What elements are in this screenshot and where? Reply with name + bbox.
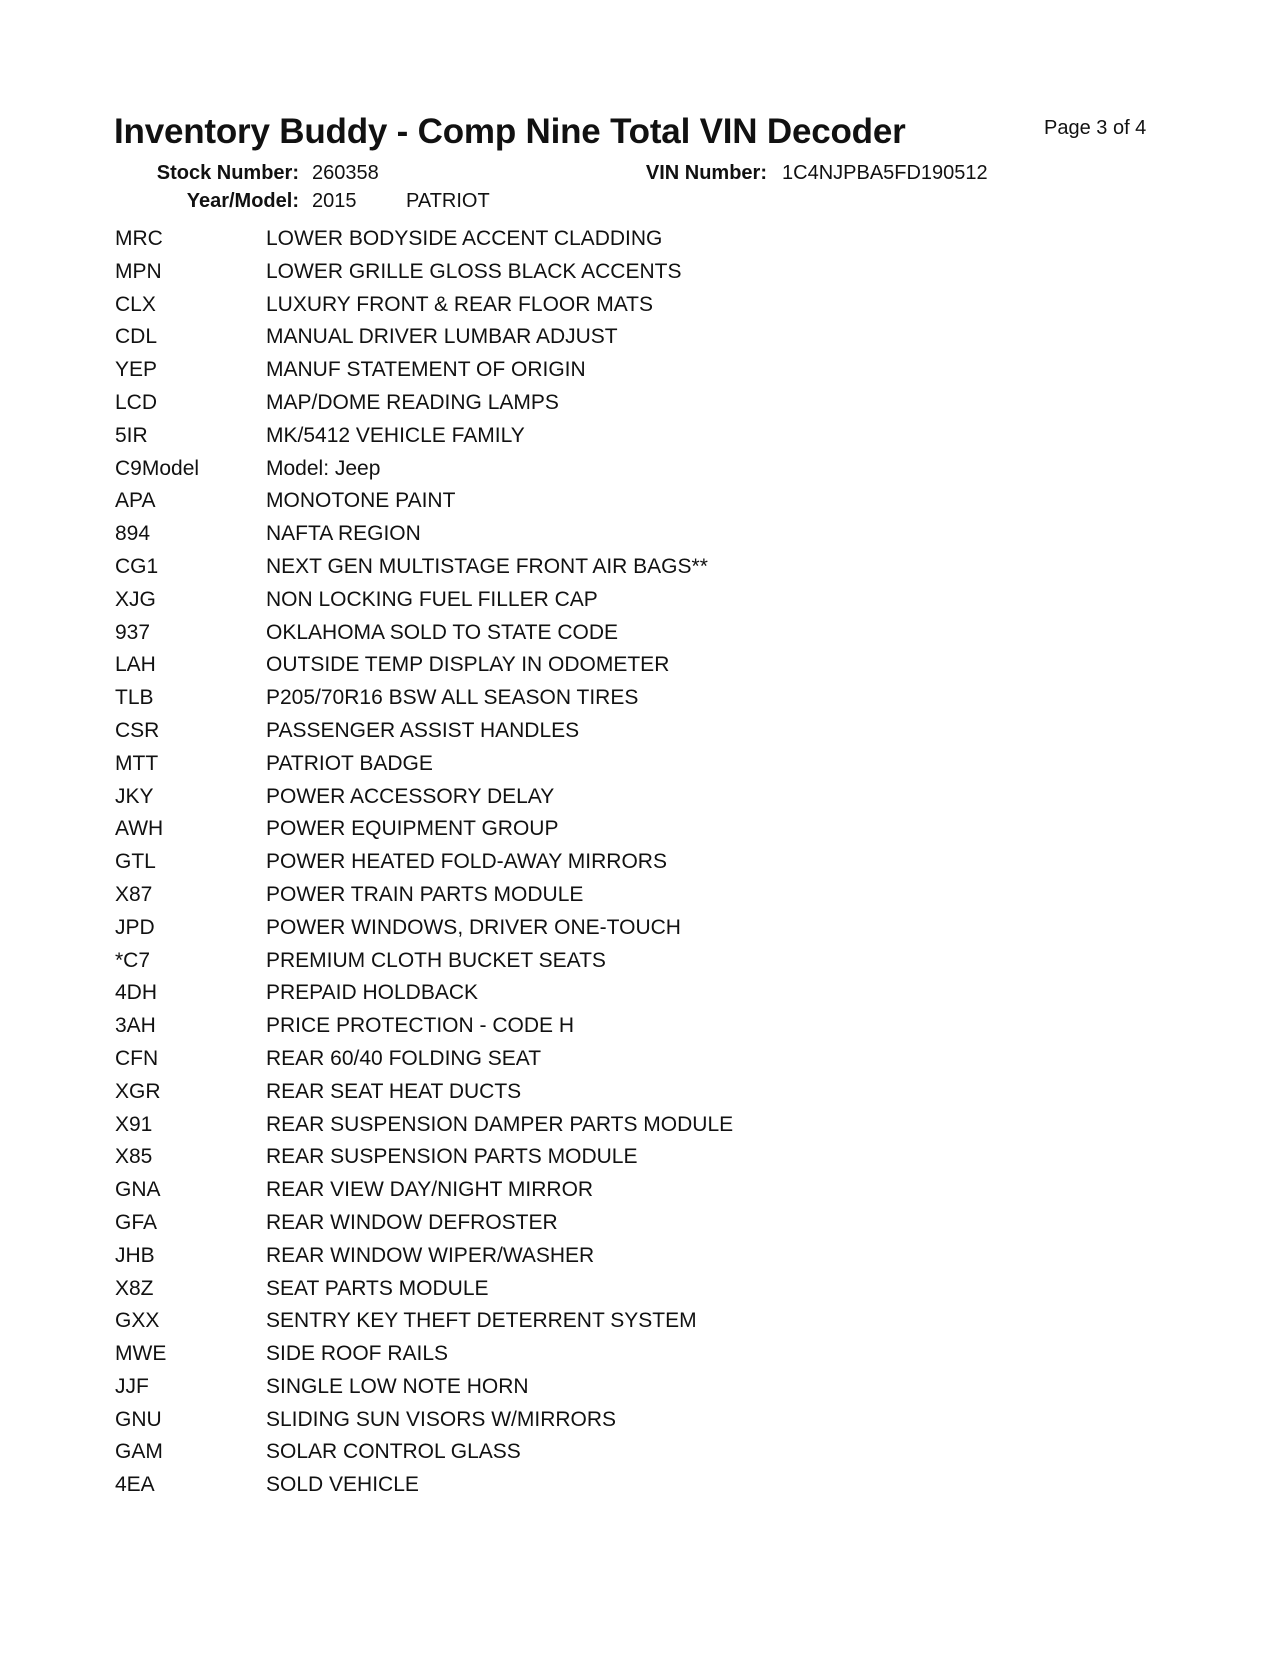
option-code: MPN	[115, 259, 162, 283]
vin-number-label: VIN Number:	[645, 162, 767, 184]
option-row	[115, 653, 733, 686]
option-row	[115, 850, 733, 883]
option-code: CFN	[115, 1046, 159, 1070]
option-description: SIDE ROOF RAILS	[266, 1342, 449, 1366]
option-code: AWH	[115, 817, 164, 841]
option-code: GFA	[115, 1210, 158, 1234]
option-code: 5IR	[115, 423, 148, 447]
option-row	[115, 1014, 733, 1047]
option-code: YEP	[115, 358, 158, 382]
option-description: P205/70R16 BSW ALL SEASON TIRES	[266, 686, 639, 710]
option-row	[115, 817, 733, 850]
option-code: X85	[115, 1145, 153, 1169]
option-code: GAM	[115, 1440, 163, 1464]
option-description: POWER WINDOWS, DRIVER ONE-TOUCH	[266, 915, 681, 939]
option-code: CLX	[115, 292, 156, 316]
option-code: JKY	[115, 784, 154, 808]
option-row	[115, 391, 733, 424]
option-description: NON LOCKING FUEL FILLER CAP	[266, 587, 598, 611]
option-row	[115, 588, 733, 621]
option-description: PRICE PROTECTION - CODE H	[266, 1014, 575, 1038]
option-row	[115, 1178, 733, 1211]
option-code: JJF	[115, 1374, 149, 1398]
option-row	[115, 1342, 733, 1375]
option-code-list	[115, 227, 733, 1506]
year-model-label: Year/Model:	[186, 190, 299, 212]
option-row	[115, 522, 733, 555]
option-description: POWER TRAIN PARTS MODULE	[266, 882, 584, 906]
option-code: X91	[115, 1112, 153, 1136]
option-code: CDL	[115, 325, 158, 349]
stock-number-value: 260358	[312, 162, 379, 184]
option-description: SOLD VEHICLE	[266, 1473, 419, 1497]
option-row	[115, 621, 733, 654]
option-description: LOWER GRILLE GLOSS BLACK ACCENTS	[266, 259, 682, 283]
option-description: POWER HEATED FOLD-AWAY MIRRORS	[266, 850, 667, 874]
option-row	[115, 785, 733, 818]
option-code: X8Z	[115, 1276, 154, 1300]
option-row	[115, 752, 733, 785]
option-row	[115, 358, 733, 391]
option-code: 937	[115, 620, 151, 644]
option-description: SOLAR CONTROL GLASS	[266, 1440, 521, 1464]
option-code: MTT	[115, 751, 159, 775]
option-description: POWER EQUIPMENT GROUP	[266, 817, 559, 841]
option-code: MWE	[115, 1342, 167, 1366]
option-code: X87	[115, 882, 153, 906]
option-description: MONOTONE PAINT	[266, 489, 456, 513]
option-row	[115, 1211, 733, 1244]
option-row	[115, 1113, 733, 1146]
option-row	[115, 1309, 733, 1342]
option-row	[115, 325, 733, 358]
stock-number-label: Stock Number:	[156, 162, 299, 184]
option-description: MK/5412 VEHICLE FAMILY	[266, 423, 525, 447]
option-row	[115, 1047, 733, 1080]
option-code: 894	[115, 522, 151, 546]
option-description: PREPAID HOLDBACK	[266, 981, 478, 1005]
option-row	[115, 457, 733, 490]
document-title: Inventory Buddy - Comp Nine Total VIN Decoder	[114, 112, 906, 151]
option-row	[115, 981, 733, 1014]
option-row	[115, 227, 733, 260]
option-description: NEXT GEN MULTISTAGE FRONT AIR BAGS**	[266, 554, 708, 578]
option-description: MANUAL DRIVER LUMBAR ADJUST	[266, 325, 618, 349]
page-number: Page 3 of 4	[1044, 117, 1147, 139]
option-description: PREMIUM CLOTH BUCKET SEATS	[266, 948, 606, 972]
option-code: MRC	[115, 227, 163, 250]
option-code: 4EA	[115, 1473, 155, 1497]
option-description: SLIDING SUN VISORS W/MIRRORS	[266, 1407, 617, 1431]
option-code: TLB	[115, 686, 154, 710]
option-code: GXX	[115, 1309, 160, 1333]
option-row	[115, 260, 733, 293]
option-row	[115, 719, 733, 752]
option-row	[115, 916, 733, 949]
option-row	[115, 1408, 733, 1441]
option-code: APA	[115, 489, 156, 513]
option-description: OUTSIDE TEMP DISPLAY IN ODOMETER	[266, 653, 670, 677]
option-description: MANUF STATEMENT OF ORIGIN	[266, 358, 586, 382]
model-value: PATRIOT	[406, 190, 490, 212]
option-code: GNU	[115, 1407, 162, 1431]
option-code: JPD	[115, 915, 155, 939]
option-description: REAR SEAT HEAT DUCTS	[266, 1079, 522, 1103]
option-row	[115, 1277, 733, 1310]
option-row	[115, 489, 733, 522]
option-description: LUXURY FRONT & REAR FLOOR MATS	[266, 292, 654, 316]
option-code: XGR	[115, 1079, 161, 1103]
option-code: 4DH	[115, 981, 158, 1005]
option-description: REAR 60/40 FOLDING SEAT	[266, 1046, 542, 1070]
option-description: REAR WINDOW DEFROSTER	[266, 1210, 558, 1234]
option-description: SINGLE LOW NOTE HORN	[266, 1374, 529, 1398]
option-code: GNA	[115, 1178, 161, 1202]
option-row	[115, 1080, 733, 1113]
option-row	[115, 1375, 733, 1408]
option-description: NAFTA REGION	[266, 522, 421, 546]
option-row	[115, 1440, 733, 1473]
option-code: LCD	[115, 390, 158, 414]
option-code: 3AH	[115, 1014, 156, 1038]
option-code: C9Model	[115, 456, 200, 480]
option-description: OKLAHOMA SOLD TO STATE CODE	[266, 620, 619, 644]
option-code: LAH	[115, 653, 156, 677]
option-code: XJG	[115, 587, 156, 611]
option-code: GTL	[115, 850, 156, 874]
option-row	[115, 686, 733, 719]
option-description: LOWER BODYSIDE ACCENT CLADDING	[266, 227, 663, 250]
option-row	[115, 424, 733, 457]
option-row	[115, 555, 733, 588]
option-row	[115, 293, 733, 326]
option-code: CG1	[115, 554, 159, 578]
vin-number-value: 1C4NJPBA5FD190512	[782, 162, 988, 184]
option-description: MAP/DOME READING LAMPS	[266, 390, 559, 414]
option-description: REAR SUSPENSION PARTS MODULE	[266, 1145, 638, 1169]
option-row	[115, 1473, 733, 1506]
option-description: REAR SUSPENSION DAMPER PARTS MODULE	[266, 1112, 734, 1136]
option-description: PATRIOT BADGE	[266, 751, 433, 775]
option-row	[115, 949, 733, 982]
year-value: 2015	[312, 190, 357, 212]
option-code: *C7	[115, 948, 151, 972]
option-description: SEAT PARTS MODULE	[266, 1276, 489, 1300]
option-description: REAR VIEW DAY/NIGHT MIRROR	[266, 1178, 594, 1202]
option-description: POWER ACCESSORY DELAY	[266, 784, 555, 808]
option-code: CSR	[115, 718, 160, 742]
option-description: SENTRY KEY THEFT DETERRENT SYSTEM	[266, 1309, 697, 1333]
option-row	[115, 1244, 733, 1277]
option-row	[115, 1145, 733, 1178]
option-description: PASSENGER ASSIST HANDLES	[266, 718, 580, 742]
option-code: JHB	[115, 1243, 155, 1267]
option-row	[115, 883, 733, 916]
option-description: Model: Jeep	[266, 456, 381, 480]
option-description: REAR WINDOW WIPER/WASHER	[266, 1243, 595, 1267]
